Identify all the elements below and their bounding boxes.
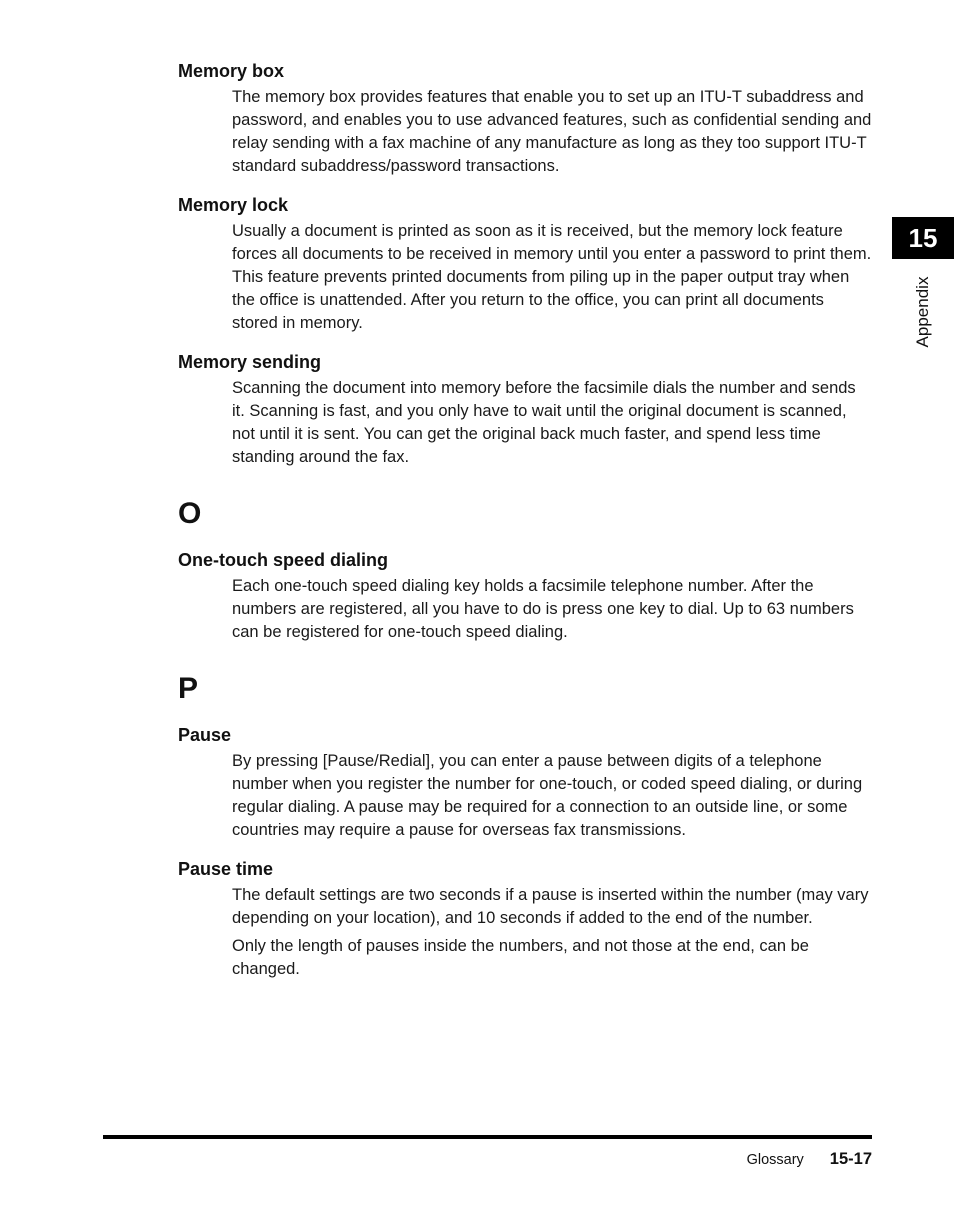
definition-paragraph: By pressing [Pause/Redial], you can enter a pause between digits of a telephone number when you register the number for one-touch, or coded speed dialing, or during regular dialing. A pause may be required for a connection to an outside line, or some countries may require a pause for overseas fax transmissions. [232,752,863,839]
page-footer [747,1150,872,1169]
definition-paragraph: Scanning the document into memory before the facsimile dials the number and sends it. Scanning is fast, and you only have to wait until the original document is scanned, not until it is sent. You can get the original back much faster, and spend less time standing around the fax. [232,379,856,466]
chapter-number-tab: 15 [892,217,954,259]
glossary-definition [232,750,872,842]
section-letter-o: O [178,497,202,530]
definition-paragraph: Only the length of pauses inside the numbers, and not those at the end, can be changed. [232,937,809,978]
glossary-entry [178,724,872,842]
glossary-term: Memory sending [178,352,322,372]
section-letter-p: P [178,672,199,705]
glossary-term: Pause [178,725,232,745]
glossary-definition [232,575,872,644]
glossary-entry [178,858,872,981]
glossary-content [178,60,872,997]
glossary-term: Memory lock [178,195,289,215]
glossary-term: Pause time [178,859,274,879]
footer-rule [103,1135,872,1139]
definition-paragraph: Usually a document is printed as soon as it is received, but the memory lock feature forces all documents to be received in memory until you enter a password to print them. This feature prevents printed documents from piling up in the paper output tray when the office is unattended. After you return to the office, you can print all documents stored in memory. [232,222,872,332]
glossary-entry [178,351,872,469]
glossary-entry [178,194,872,335]
definition-paragraph: The default settings are two seconds if a pause is inserted within the number (may vary depending on your location), and 10 seconds if added to the end of the number. [232,886,869,927]
footer-section-title: Glossary [746,1152,804,1168]
glossary-entry [178,549,872,644]
chapter-label-tab [892,262,954,362]
page-number: 15-17 [829,1150,872,1168]
chapter-label: Appendix [913,276,932,348]
definition-paragraph: The memory box provides features that enable you to set up an ITU-T subaddress and password, and enables you to use advanced features, such as confidential sending and relay sending with a fax machine of any manufacture as long as they too support ITU-T standard subaddress/password transactions. [232,88,872,175]
glossary-term: One-touch speed dialing [178,550,389,570]
glossary-entry [178,60,872,178]
glossary-definition [232,86,872,178]
definition-paragraph: Each one-touch speed dialing key holds a facsimile telephone number. After the numbers are registered, all you have to do is press one key to dial. Up to 63 numbers can be registered for one-touch speed dialing. [232,577,854,641]
glossary-definition [232,220,872,335]
glossary-term: Memory box [178,61,285,81]
glossary-definition [232,377,872,469]
glossary-definition [232,884,872,981]
